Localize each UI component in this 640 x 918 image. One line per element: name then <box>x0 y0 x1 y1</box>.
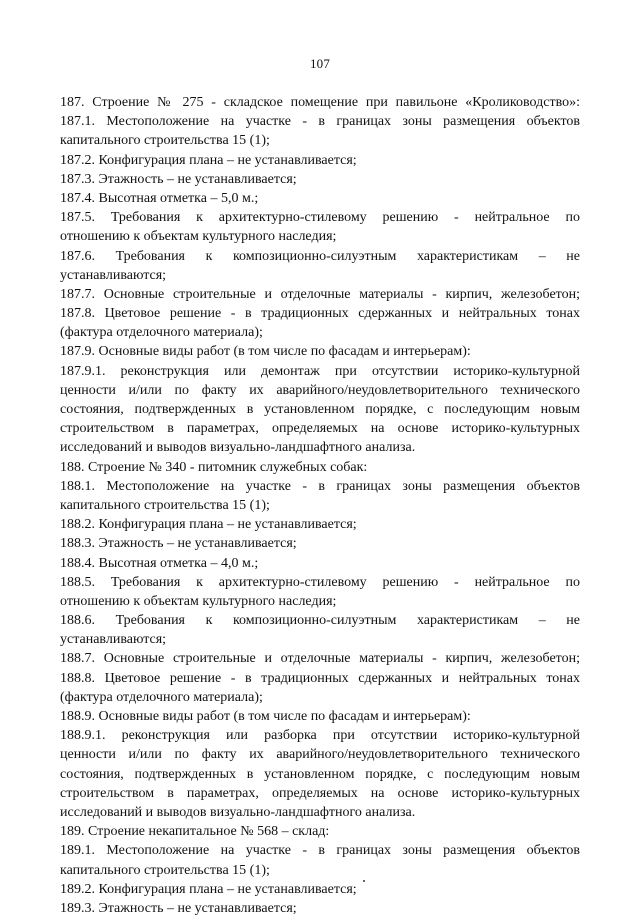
text-line: 189. Строение некапитальное № 568 – склад: <box>60 824 330 840</box>
text-line: отношению к объектам культурного наследия; <box>60 593 337 609</box>
text-line: ценности и/или по факту их аварийного/неудовлетворительного технического <box>60 747 580 763</box>
text-line: 188.9. Основные виды работ (в том числе по фасадам и интерьерам): <box>60 709 471 724</box>
text-line: 187.2. Конфигурация плана – не устанавливается; <box>60 152 357 168</box>
text-line: состояния, подтвержденных в установленном порядке, с последующим новым <box>60 402 580 417</box>
text-line: исследований и выводов визуально-ландшафтного анализа. <box>60 440 416 456</box>
text-line: капитального строительства 15 (1); <box>60 862 270 878</box>
text-line: 187.6. Требования к композиционно-силуэтным характеристикам – не <box>60 248 580 264</box>
text-line: 187.4. Высотная отметка – 5,0 м.; <box>60 190 259 206</box>
text-line: капитального строительства 15 (1); <box>60 497 270 513</box>
text-line: 188.3. Этажность – не устанавливается; <box>60 536 297 552</box>
text-line: (фактура отделочного материала); <box>60 325 263 341</box>
text-line: 187. Строение № 275 - складское помещение при павильоне «Кролиководство»: <box>60 95 580 110</box>
text-line: 188.9.1. реконструкция или разборка при отсутствии историко-культурной <box>60 728 580 744</box>
text-line: исследований и выводов визуально-ландшафтного анализа. <box>60 804 416 820</box>
text-line: устанавливаются; <box>60 267 167 283</box>
text-line: капитального строительства 15 (1); <box>60 133 270 149</box>
text-line: устанавливаются; <box>60 632 167 648</box>
text-line: отношению к объектам культурного наследия; <box>60 229 337 245</box>
text-line: 189.3. Этажность – не устанавливается; <box>60 900 297 916</box>
text-line: 187.3. Этажность – не устанавливается; <box>60 171 297 187</box>
text-line: 187.7. Основные строительные и отделочные материалы - кирпич, железобетон; <box>60 286 580 302</box>
text-line: 188.1. Местоположение на участке - в границах зоны размещения объектов <box>60 478 580 494</box>
text-line: строительством в параметрах, определяемых на основе историко-культурных <box>60 785 580 801</box>
text-line: 188.5. Требования к архитектурно-стилевому решению - нейтральное по <box>60 574 580 590</box>
text-line: 188.2. Конфигурация плана – не устанавливается; <box>60 517 357 533</box>
scan-dot <box>363 880 365 882</box>
text-line: ценности и/или по факту их аварийного/неудовлетворительного технического <box>60 382 580 398</box>
text-line: (фактура отделочного материала); <box>60 689 263 705</box>
text-line: 188.6. Требования к композиционно-силуэтным характеристикам – не <box>60 613 580 629</box>
text-line: строительством в параметрах, определяемых на основе историко-культурных <box>60 421 580 437</box>
text-line: 188.4. Высотная отметка – 4,0 м.; <box>60 555 259 571</box>
text-line: 189.1. Местоположение на участке - в границах зоны размещения объектов <box>60 843 580 859</box>
text-line: 189.2. Конфигурация плана – не устанавливается; <box>60 881 357 897</box>
text-line: 188.8. Цветовое решение - в традиционных сдержанных и нейтральных тонах <box>60 670 580 686</box>
text-line: состояния, подтвержденных в установленном порядке, с последующим новым <box>60 766 580 782</box>
text-line: 187.5. Требования к архитектурно-стилевому решению - нейтральное по <box>60 210 580 226</box>
text-line: 187.9.1. реконструкция или демонтаж при отсутствии историко-культурной <box>60 363 580 379</box>
page-number: 107 <box>309 56 331 71</box>
text-line: 188.7. Основные строительные и отделочные материалы - кирпич, железобетон; <box>60 651 580 667</box>
document-body <box>60 93 580 918</box>
text-line: 188. Строение № 340 - питомник служебных собак: <box>60 459 368 475</box>
text-line: 187.1. Местоположение на участке - в границах зоны размещения объектов <box>60 114 580 130</box>
text-line: 187.8. Цветовое решение - в традиционных сдержанных и нейтральных тонах <box>60 306 580 322</box>
text-line: 187.9. Основные виды работ (в том числе по фасадам и интерьерам): <box>60 344 471 360</box>
